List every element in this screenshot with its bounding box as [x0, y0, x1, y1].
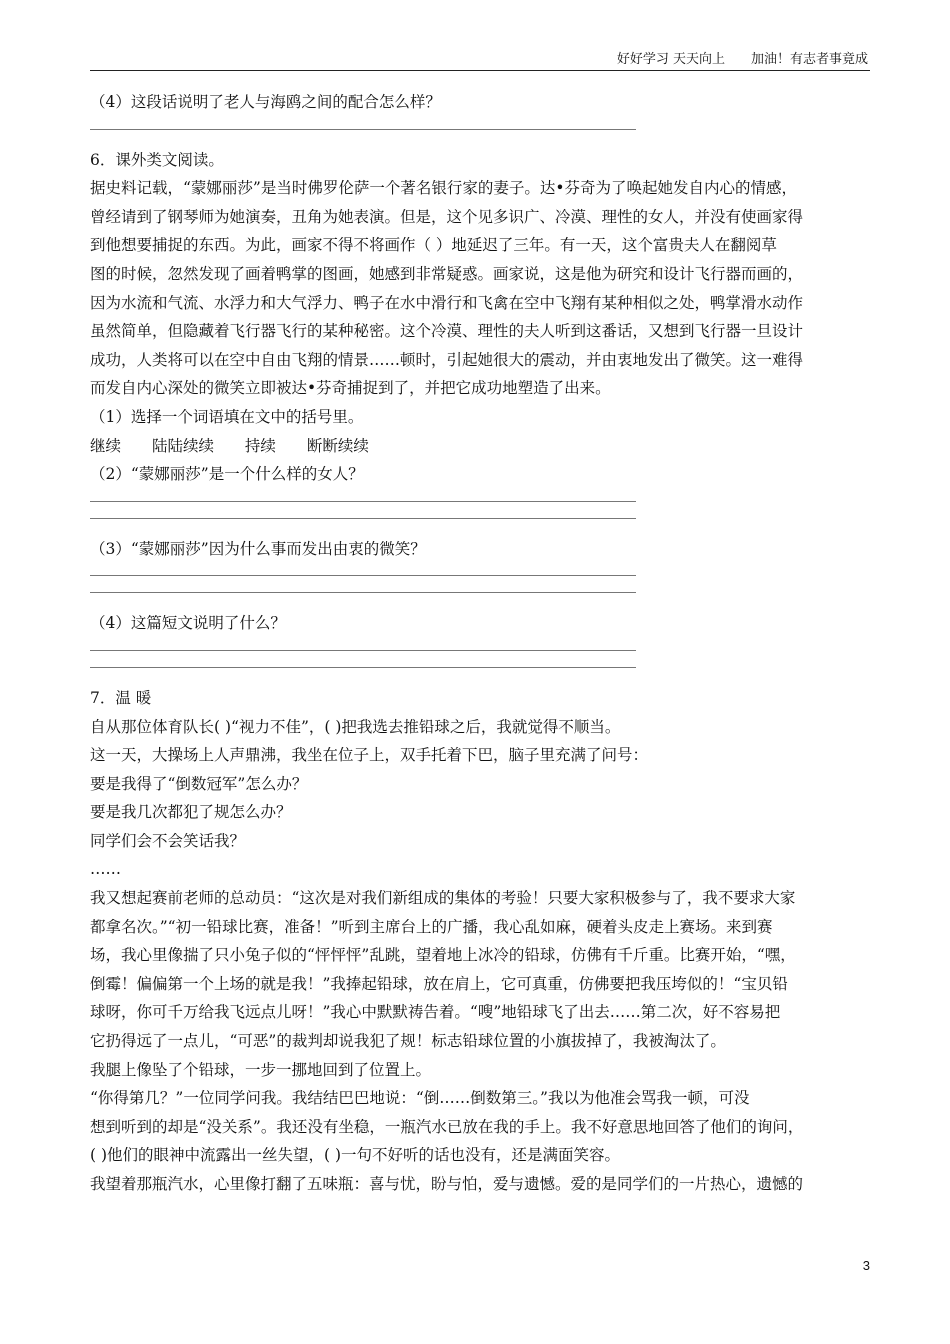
q6-part4-question: （4）这篇短文说明了什么？: [90, 614, 286, 633]
q7-passage-line: 球呀，你可千万给我飞远点儿呀！”我心中默默祷告着。“嗖”地铅球飞了出去……第二次，好不容易把: [90, 1003, 781, 1022]
q6-title: 6．课外类文阅读。: [90, 150, 224, 169]
q5-part4-question: （4）这段话说明了老人与海鸥之间的配合怎么样？: [90, 93, 441, 111]
q7-passage-line: 要是我几次都犯了规怎么办？: [90, 803, 292, 822]
q7-title: 7．温 暖: [90, 688, 152, 707]
word-choice: 继续: [90, 436, 122, 455]
q7-passage-line: 想到听到的却是“没关系”。我还没有坐稳，一瓶汽水已放在我的手上。我不好意思地回答了他们的询问，: [90, 1117, 804, 1136]
q6-passage-line: 虽然简单，但隐藏着飞行器飞行的某种秘密。这个冷漠、理性的夫人听到这番话，又想到飞行器一旦设计: [90, 322, 804, 341]
q7-passage-line: “你得第几？”一位同学问我。我结结巴巴地说：“倒……倒数第三。”我以为他准会骂我一顿，可没: [90, 1089, 750, 1108]
q7-passage-line: 自从那位体育队长( )“视力不佳”，( )把我选去推铅球之后，我就觉得不顺当。: [90, 717, 621, 736]
answer-line[interactable]: [90, 650, 636, 651]
word-choice: 陆陆续续: [151, 436, 214, 455]
q6-passage-line: 因为水流和气流、水浮力和大气浮力、鸭子在水中滑行和飞禽在空中飞翔有某种相似之处，鸭掌滑水动作: [90, 293, 804, 312]
q6-passage-line: 成功，人类将可以在空中自由飞翔的情景……顿时，引起她很大的震动，并由衷地发出了微笑。这一难得: [90, 350, 804, 369]
q7-passage-line: ( )他们的眼神中流露出一丝失望，( )一句不好听的话也没有，还是满面笑容。: [90, 1146, 621, 1165]
q6-passage-line: 而发自内心深处的微笑立即被达•芬奇捕捉到了，并把它成功地塑造了出来。: [90, 379, 611, 398]
q7-passage-line: 我又想起赛前老师的总动员：“这次是对我们新组成的集体的考验！只要大家积极参与了，我不要求大家: [90, 889, 796, 908]
answer-line[interactable]: [90, 518, 636, 519]
page-number: 3: [862, 1258, 870, 1273]
q7-passage-line: 我腿上像坠了个铅球，一步一挪地回到了位置上。: [90, 1060, 432, 1079]
q7-passage-line: 同学们会不会笑话我？: [90, 831, 246, 850]
page-header: [0, 52, 868, 68]
q6-passage-line: 到他想要捕捉的东西。为此，画家不得不将画作（ ）地延迟了三年。有一天，这个富贵夫人在翻阅草: [90, 236, 777, 255]
answer-line[interactable]: [90, 667, 636, 668]
q7-passage-line: 我望着那瓶汽水，心里像打翻了五味瓶：喜与忧，盼与怕，爱与遗憾。爱的是同学们的一片热心，遗憾的: [90, 1175, 804, 1193]
q7-passage-line: 要是我得了“倒数冠军”怎么办？: [90, 774, 308, 793]
answer-line[interactable]: [90, 592, 636, 593]
worksheet-content: [90, 88, 880, 1199]
word-choice: 持续: [244, 436, 276, 455]
q7-passage-line: 这一天，大操场上人声鼎沸，我坐在位子上，双手托着下巴，脑子里充满了问号：: [90, 746, 649, 765]
q6-passage-line: 据史料记载，“蒙娜丽莎”是当时佛罗伦萨一个著名银行家的妻子。达•芬奇为了唤起她发自内心的情感，: [90, 179, 797, 198]
header-slogan-right: 加油！有志者事竟成: [750, 52, 868, 67]
word-choice: 断断续续: [306, 436, 369, 455]
q7-passage-line: 倒霉！偏偏第一个上场的就是我！”我捧起铅球，放在肩上，它可真重，仿佛要把我压垮似的！“宝贝铅: [90, 974, 788, 993]
q6-part1-question: （1）选择一个词语填在文中的括号里。: [90, 407, 364, 426]
q7-passage-line: 它扔得远了一点儿，“可恶”的裁判却说我犯了规！标志铅球位置的小旗拔掉了，我被淘汰了。: [90, 1032, 726, 1051]
answer-line[interactable]: [90, 129, 636, 130]
q7-passage-line: ……: [90, 860, 121, 879]
header-rule: [90, 70, 870, 71]
q7-passage-line: 场，我心里像揣了只小兔子似的“怦怦怦”乱跳，望着地上冰冷的铅球，仿佛有千斤重。比赛开始，“嘿，: [90, 946, 796, 965]
header-slogan-left: 好好学习 天天向上: [616, 52, 725, 67]
q6-passage-line: 图的时候，忽然发现了画着鸭掌的图画，她感到非常疑惑。画家说，这是他为研究和设计飞行器而画的，: [90, 264, 804, 283]
q6-word-choices: [90, 432, 880, 461]
answer-line[interactable]: [90, 501, 636, 502]
q6-passage-line: 曾经请到了钢琴师为她演奏，丑角为她表演。但是，这个见多识广、冷漠、理性的女人，并没有使画家得: [90, 207, 804, 226]
q6-part3-question: （3）“蒙娜丽莎”因为什么事而发出由衷的微笑？: [90, 539, 426, 558]
q7-passage-line: 都拿名次。”“初一铅球比赛，准备！”听到主席台上的广播，我心乱如麻，硬着头皮走上赛场。来到赛: [90, 917, 773, 936]
q6-part2-question: （2）“蒙娜丽莎”是一个什么样的女人？: [90, 465, 364, 484]
answer-line[interactable]: [90, 575, 636, 576]
